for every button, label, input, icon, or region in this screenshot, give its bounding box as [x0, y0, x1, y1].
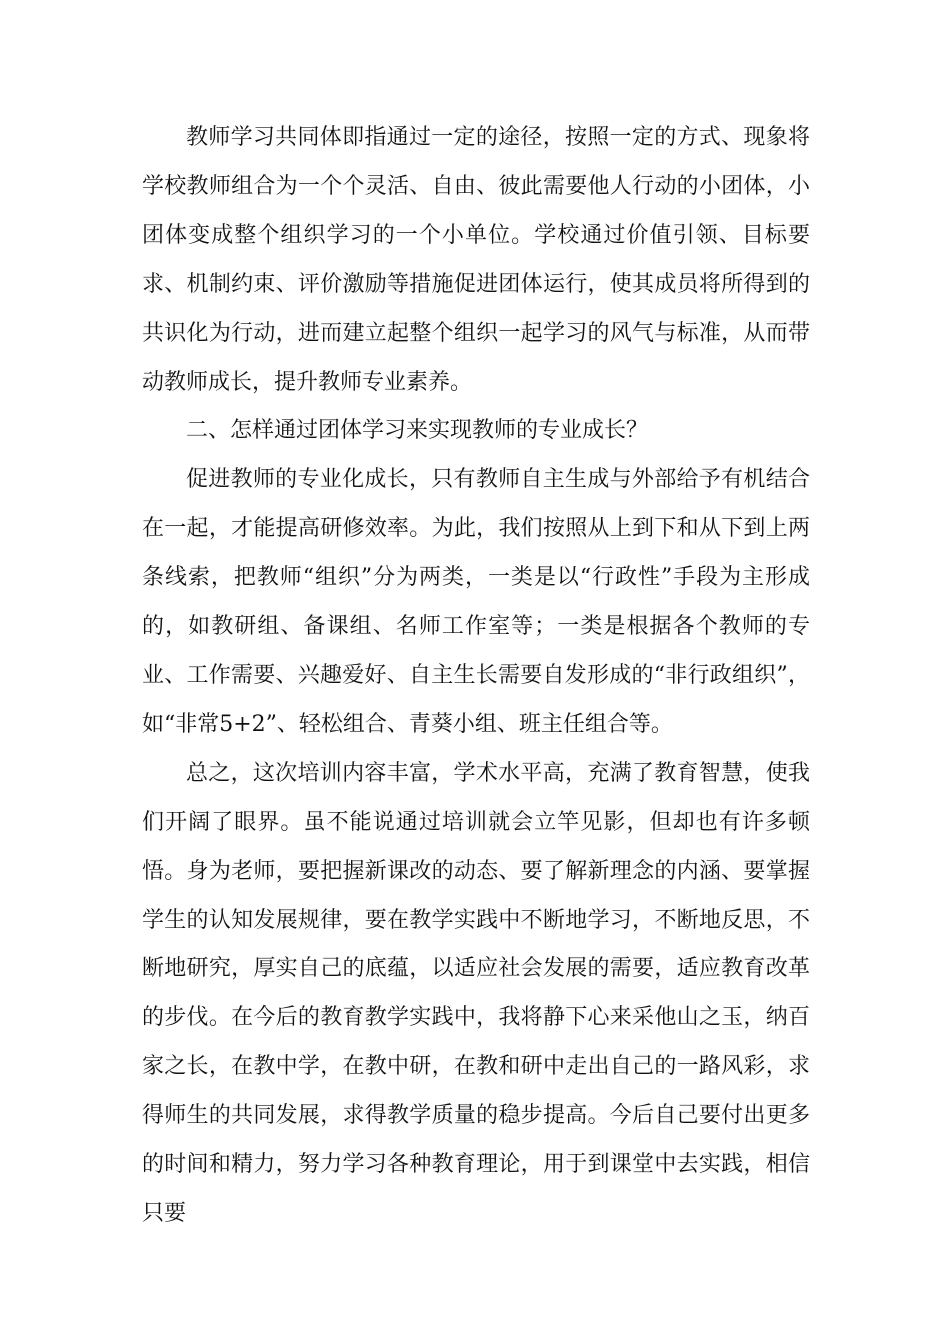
section-heading-professional-growth: 二、怎样通过团体学习来实现教师的专业成长？: [186, 418, 649, 444]
paragraph-learning-community: 教师学习共同体即指通过一定的途径，按照一定的方式、现象将学校教师组合为一个个灵活、自由、彼此需要他人行动的小团体，小团体变成整个组织学习的一个小单位。学校通过价值引领、目标要求、机制约束、评价激励等措施促进团体运行，使其成员将所得到的共识化为行动，进而建立起整个组织一起学习的风气与标准，从而带动教师成长，提升教师专业素养。: [142, 125, 810, 395]
paragraph-training-summary: 总之，这次培训内容丰富，学术水平高，充满了教育智慧，使我们开阔了眼界。虽不能说通过培训就会立竿见影，但却也有许多顿悟。身为老师，要把握新课改的动态、要了解新理念的内涵、要掌握学生的认知发展规律，要在教学实践中不断地学习，不断地反思，不断地研究，厚实自己的底蕴，以适应社会发展的需要，适应教育改革的步伐。在今后的教育教学实践中，我将静下心来采他山之玉，纳百家之长，在教中学，在教中研，在教和研中走出自己的一路风彩，求得师生的共同发展，求得教学质量的稳步提高。今后自己要付出更多的时间和精力，努力学习各种教育理论，用于到课堂中去实践，相信只要: [142, 760, 810, 1226]
paragraph-teacher-organizations: 促进教师的专业化成长，只有教师自主生成与外部给予有机结合在一起，才能提高研修效率。为此，我们按照从上到下和从下到上两条线索，把教师“组织”分为两类，一类是以“行政性”手段为主形成的，如教研组、备课组、名师工作室等；一类是根据各个教师的专业、工作需要、兴趣爱好、自主生长需要自发形成的“非行政组织”，如“非常5+2”、轻松组合、青葵小组、班主任组合等。: [142, 467, 810, 737]
document-page: [142, 114, 810, 1239]
